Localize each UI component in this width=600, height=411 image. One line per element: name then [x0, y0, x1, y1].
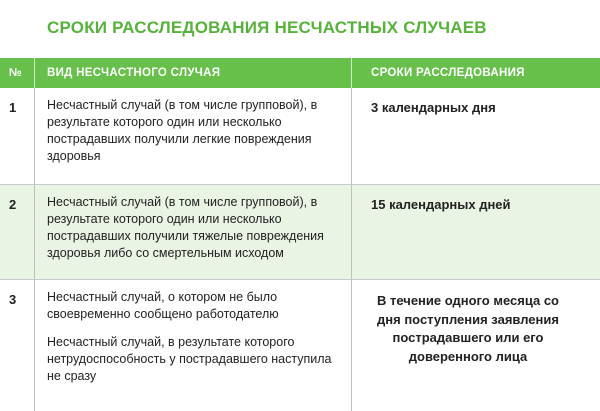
row-term: 15 календарных дней	[371, 197, 511, 212]
investigation-table	[0, 58, 600, 411]
table-header	[0, 58, 600, 88]
row-number: 1	[9, 100, 17, 115]
divider	[34, 185, 35, 279]
description-text: Несчастный случай (в том числе групповой), в результате которого один или несколько пострадавших получили тяжелые повреждения здоровья либо со смертельным исходом	[47, 195, 324, 260]
page-title: СРОКИ РАССЛЕДОВАНИЯ НЕСЧАСТНЫХ СЛУЧАЕВ	[47, 18, 487, 37]
row-term: 3 календарных дня	[371, 100, 496, 115]
description-text: Несчастный случай, в результате которого нетрудоспособность у пострадавшего наступила не сразу	[47, 335, 332, 383]
description-text: Несчастный случай, о котором не было своевременно сообщено работодателю	[47, 290, 279, 321]
divider	[34, 88, 35, 184]
divider	[34, 280, 35, 411]
row-term: В течение одного месяца со дня поступления заявления пострадавшего или его доверенного лица	[377, 293, 559, 364]
header-term: СРОКИ РАССЛЕДОВАНИЯ	[371, 67, 525, 79]
row-number: 3	[9, 292, 17, 307]
divider	[351, 58, 352, 88]
table-row	[0, 185, 600, 280]
table-row	[0, 88, 600, 185]
divider	[34, 58, 35, 88]
row-number: 2	[9, 197, 17, 212]
row-description	[47, 97, 342, 175]
divider	[351, 280, 352, 411]
header-kind: ВИД НЕСЧАСТНОГО СЛУЧАЯ	[47, 67, 221, 79]
row-description	[47, 289, 342, 395]
table-row	[0, 280, 600, 411]
description-text: Несчастный случай (в том числе групповой), в результате которого один или несколько пострадавших получили легкие повреждения здоровья	[47, 98, 318, 163]
row-description	[47, 194, 342, 272]
divider	[351, 185, 352, 279]
divider	[351, 88, 352, 184]
header-num: №	[9, 67, 23, 79]
